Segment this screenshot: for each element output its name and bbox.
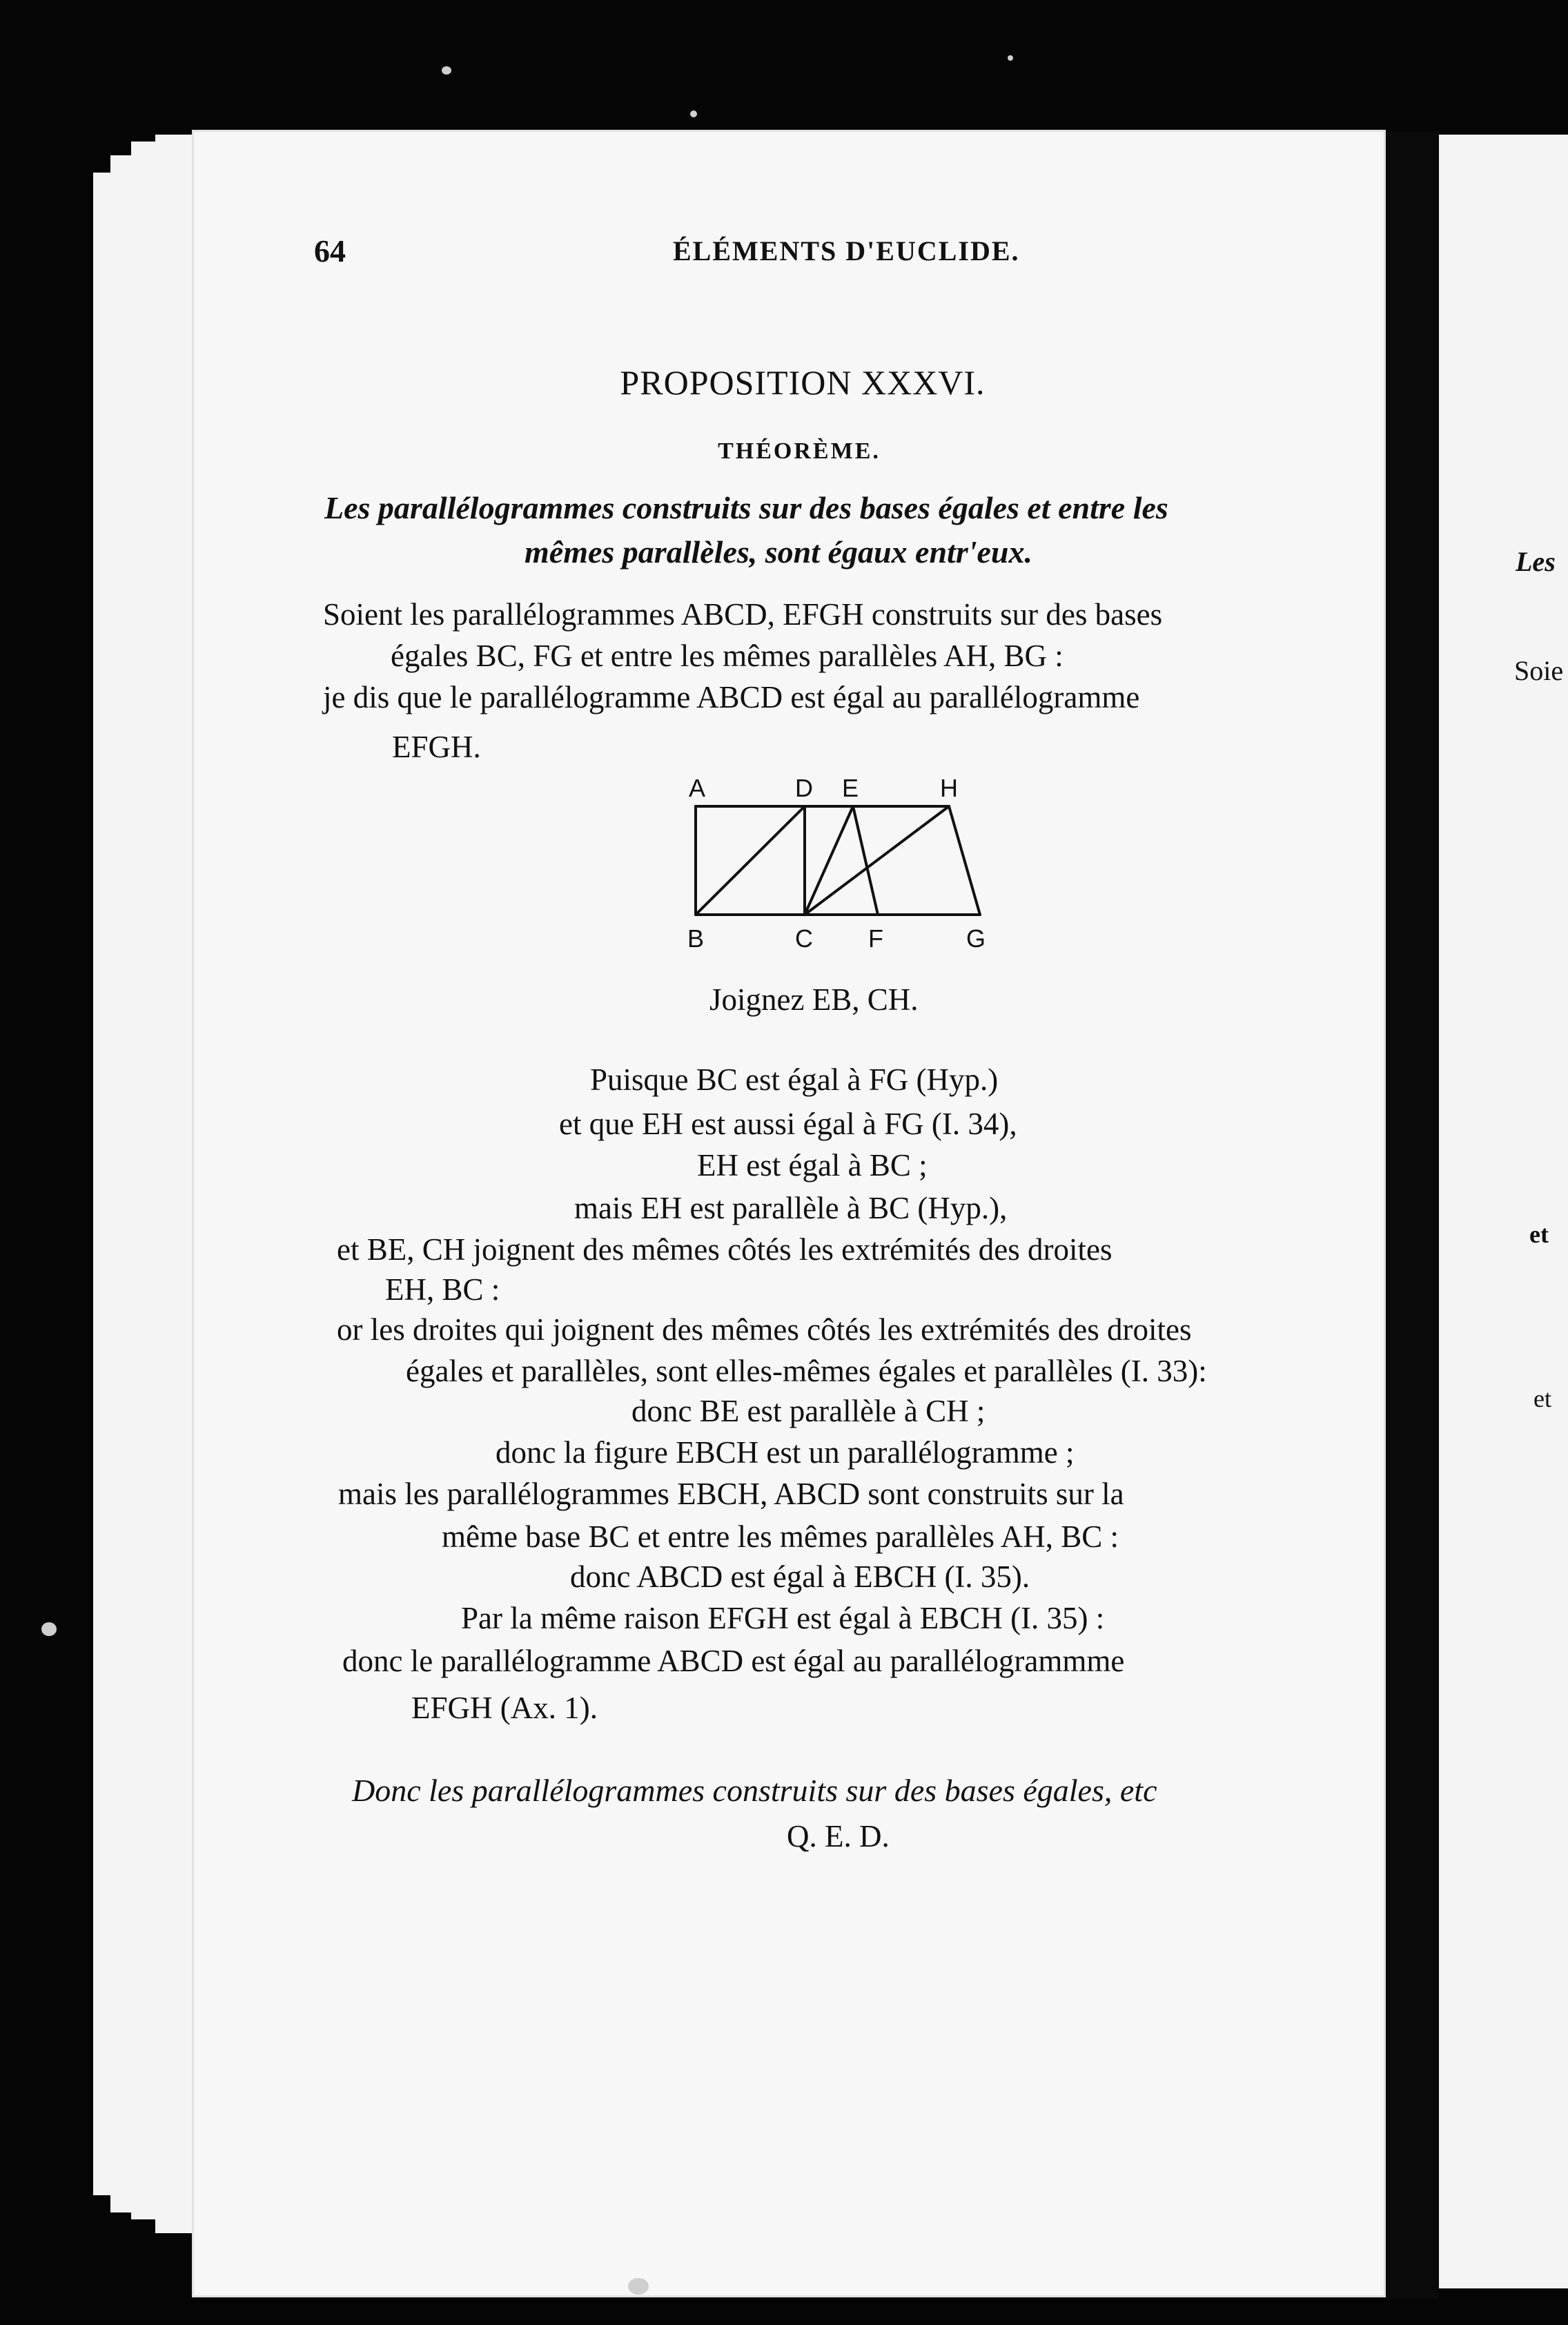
book-binding bbox=[1387, 131, 1439, 2299]
proof-line: mais EH est parallèle à BC (Hyp.), bbox=[574, 1191, 1008, 1225]
scan-speck bbox=[690, 110, 697, 117]
conclusion-line: Donc les parallélogrammes construits sur des bases égales, etc bbox=[352, 1773, 1157, 1808]
facing-page-text: et bbox=[1529, 1220, 1549, 1248]
scan-speck bbox=[628, 2278, 649, 2295]
figure-label: G bbox=[966, 924, 986, 953]
setup-line: égales BC, FG et entre les mêmes parallèles AH, BG : bbox=[391, 639, 1064, 673]
figure-label: C bbox=[795, 924, 813, 953]
setup-line: EFGH. bbox=[392, 730, 481, 764]
line-HG bbox=[949, 806, 980, 915]
line-HC bbox=[805, 806, 949, 915]
facing-page bbox=[1439, 135, 1568, 2288]
proposition-title: PROPOSITION XXXVI. bbox=[620, 363, 986, 402]
proof-line: or les droites qui joignent des mêmes côtés les extrémités des droites bbox=[337, 1312, 1192, 1347]
scan-speck bbox=[442, 66, 451, 75]
figure-label: D bbox=[795, 774, 813, 802]
theorem-label: THÉORÈME. bbox=[718, 438, 881, 464]
line-EC bbox=[805, 806, 853, 915]
line-DB bbox=[696, 806, 805, 915]
facing-page-text: Soie bbox=[1514, 655, 1564, 686]
facing-page-text: Les bbox=[1516, 546, 1556, 577]
proof-line: et BE, CH joignent des mêmes côtés les extrémités des droites bbox=[337, 1232, 1113, 1267]
proof-line: donc la figure EBCH est un parallélogramme ; bbox=[496, 1435, 1075, 1470]
figure-label: H bbox=[940, 774, 958, 802]
enunciation-line: mêmes parallèles, sont égaux entr'eux. bbox=[525, 534, 1032, 570]
figure-label: A bbox=[689, 774, 706, 802]
proof-line: EH, BC : bbox=[385, 1272, 500, 1307]
figure-label: F bbox=[868, 924, 883, 953]
setup-line: je dis que le parallélogramme ABCD est égal au parallélogramme bbox=[323, 680, 1140, 714]
scan-speck bbox=[41, 1622, 57, 1636]
scan-speck bbox=[1008, 55, 1013, 61]
line-EF bbox=[853, 806, 878, 915]
proof-line: même base BC et entre les mêmes parallèles AH, BC : bbox=[442, 1519, 1119, 1554]
figure-label: B bbox=[687, 924, 705, 953]
facing-page-text: et bbox=[1533, 1385, 1551, 1412]
running-title: ÉLÉMENTS D'EUCLIDE. bbox=[673, 235, 1020, 266]
setup-line: Soient les parallélogrammes ABCD, EFGH construits sur des bases bbox=[323, 597, 1163, 632]
construction-line: Joignez EB, CH. bbox=[709, 982, 919, 1017]
qed: Q. E. D. bbox=[787, 1819, 890, 1854]
proof-line: Par la même raison EFGH est égal à EBCH (I. 35) : bbox=[461, 1601, 1105, 1635]
proof-line: Puisque BC est égal à FG (Hyp.) bbox=[590, 1062, 999, 1097]
parallelogram-figure bbox=[676, 773, 994, 966]
enunciation-line: Les parallélogrammes construits sur des bases égales et entre les bbox=[324, 490, 1168, 525]
figure-label: E bbox=[842, 774, 859, 802]
proof-line: mais les parallélogrammes EBCH, ABCD sont construits sur la bbox=[338, 1477, 1124, 1511]
page-number: 64 bbox=[314, 233, 346, 269]
proof-line: donc le parallélogramme ABCD est égal au parallélogrammme bbox=[342, 1644, 1125, 1678]
proof-line: égales et parallèles, sont elles-mêmes égales et parallèles (I. 33): bbox=[406, 1354, 1207, 1388]
proof-line: donc ABCD est égal à EBCH (I. 35). bbox=[570, 1559, 1030, 1594]
proof-line: donc BE est parallèle à CH ; bbox=[631, 1394, 986, 1428]
proof-line: EFGH (Ax. 1). bbox=[411, 1691, 598, 1725]
proof-line: EH est égal à BC ; bbox=[697, 1148, 928, 1183]
proof-line: et que EH est aussi égal à FG (I. 34), bbox=[559, 1107, 1017, 1141]
